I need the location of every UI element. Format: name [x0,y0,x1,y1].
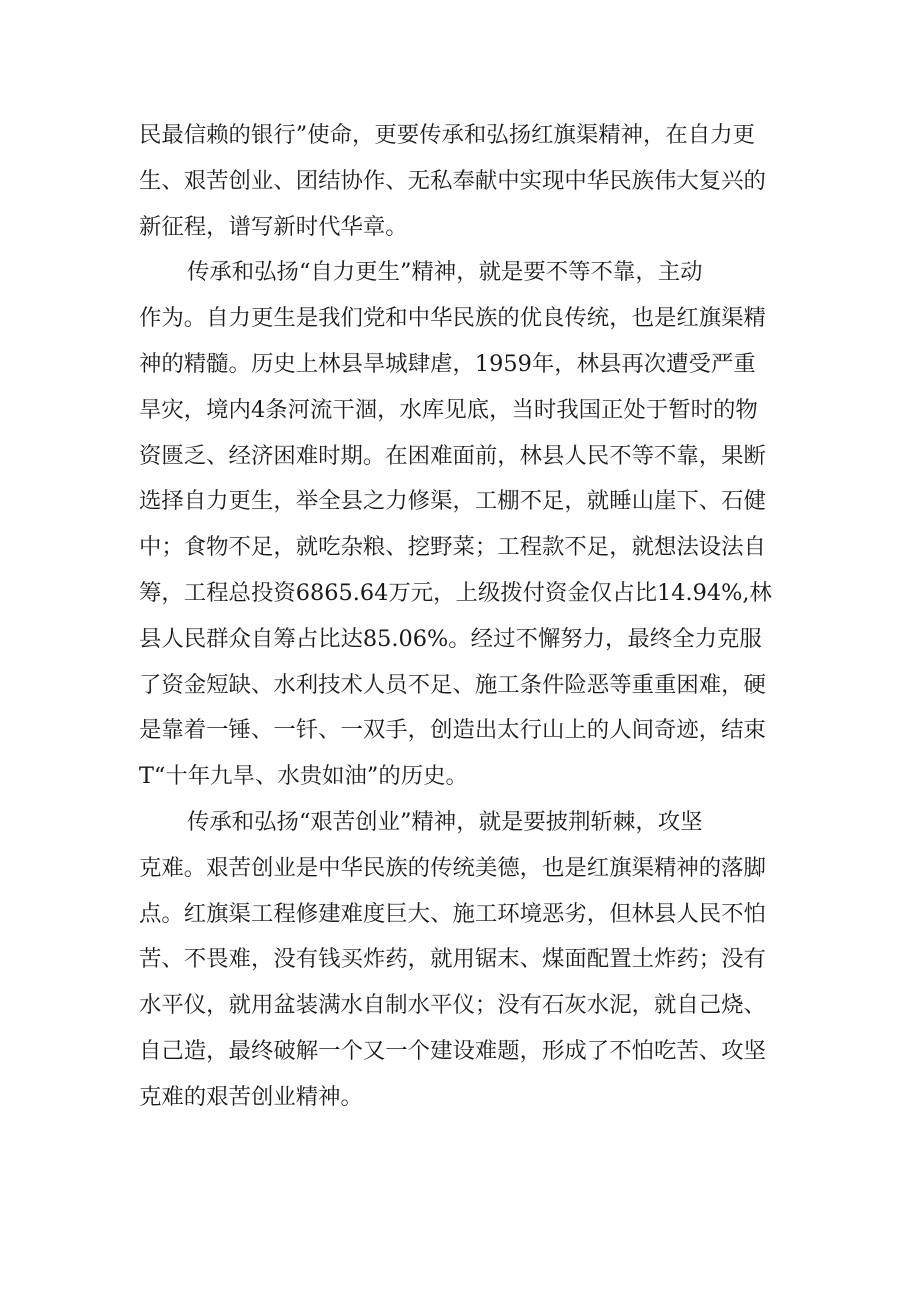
text-line: 旱灾，境内4条河流干涸，水库见底，当时我国正处于暂时的物 [139,396,758,423]
text-line: 县人民群众自筹占比达85.06%。经过不懈努力，最终全力克服 [139,625,762,652]
text-line: 民最信赖的银行”使命，更要传承和弘扬红旗渠精神，在自力更 [139,122,755,148]
text-line: 克难的艰苦创业精神。 [139,1083,363,1110]
paragraph [139,800,799,1121]
text-line: 是靠着一锤、一钎、一双手，创造出太行山上的人间奇迹，结束 [139,717,766,744]
text-line: 水平仪，就用盆装满水自制水平仪；没有石灰水泥，就自己烧、 [139,992,766,1019]
text-line: 筹，工程总投资6865.64万元，上级拨付资金仅占比14.94%,林 [139,579,772,606]
text-line: 新征程，谱写新时代华章。 [139,213,408,240]
text-line: 自己造，最终破解一个又一个建设难题，形成了不怕吃苦、攻坚 [139,1037,766,1064]
text-line: 苦、不畏难，没有钱买炸药，就用锯末、煤面配置土炸药；没有 [139,946,766,973]
text-line: 中；食物不足，就吃杂粮、挖野菜；工程款不足，就想法设法自 [139,534,766,561]
text-line: 了资金短缺、水利技术人员不足、施工条件险恶等重重困难，硬 [139,671,766,698]
text-line: 点。红旗渠工程修建难度巨大、施工环境恶劣，但林县人民不怕 [139,900,766,927]
paragraph [139,113,799,250]
text-line: 传承和弘扬“艰苦创业”精神，就是要披荆斩棘，攻坚 [187,808,703,835]
text-line: 传承和弘扬“自力更生”精神，就是要不等不靠，主动 [187,259,703,286]
text-line: 生、艰苦创业、团结协作、无私奉献中实现中华民族伟大复兴的 [139,167,766,194]
text-line: 神的精髓。历史上林县旱城肆虐，1959年，林县再次遭受严重 [139,350,756,377]
text-line: 克难。艰苦创业是中华民族的传统美德，也是红旗渠精神的落脚 [139,854,766,881]
text-line: T“十年九旱、水贵如油”的历史。 [139,763,468,790]
body-text [139,113,799,1121]
text-line: 资匮乏、经济困难时期。在困难面前，林县人民不等不靠，果断 [139,442,766,469]
paragraph [139,250,799,800]
text-line: 作为。自力更生是我们党和中华民族的优良传统，也是红旗渠精 [139,305,766,332]
text-line: 选择自力更生，举全县之力修渠，工棚不足，就睡山崖下、石健 [139,488,766,515]
